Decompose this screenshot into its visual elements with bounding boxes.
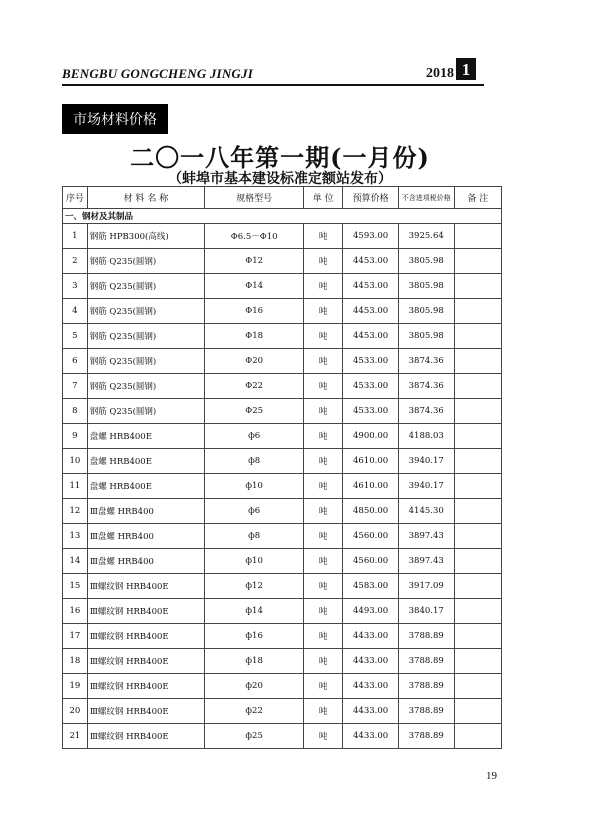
cell-excl-tax: 3805.98 [398, 249, 454, 274]
cell-unit: 吨 [304, 599, 343, 624]
category-row [63, 209, 502, 224]
cell-name: 钢筋 Q235(圆钢) [87, 274, 204, 299]
cell-no: 5 [63, 324, 88, 349]
table-row [63, 499, 502, 524]
table-row [63, 374, 502, 399]
table-header-row [63, 187, 502, 209]
cell-remark [454, 274, 501, 299]
cell-no: 18 [63, 649, 88, 674]
cell-remark [454, 349, 501, 374]
table-row [63, 724, 502, 749]
price-table [62, 186, 502, 749]
col-header-unit: 单 位 [304, 187, 343, 209]
cell-price: 4433.00 [343, 674, 399, 699]
cell-remark [454, 524, 501, 549]
cell-excl-tax: 3940.17 [398, 449, 454, 474]
cell-no: 10 [63, 449, 88, 474]
cell-no: 3 [63, 274, 88, 299]
cell-unit: 吨 [304, 349, 343, 374]
cell-name: Ⅲ螺纹钢 HRB400E [87, 599, 204, 624]
cell-price: 4433.00 [343, 649, 399, 674]
cell-excl-tax: 3840.17 [398, 599, 454, 624]
issue-year: 2018 [426, 66, 454, 81]
cell-excl-tax: 3805.98 [398, 299, 454, 324]
table-row [63, 399, 502, 424]
cell-remark [454, 399, 501, 424]
cell-price: 4900.00 [343, 424, 399, 449]
cell-spec: ф22 [205, 699, 304, 724]
cell-no: 16 [63, 599, 88, 624]
cell-price: 4453.00 [343, 274, 399, 299]
cell-remark [454, 499, 501, 524]
cell-price: 4453.00 [343, 324, 399, 349]
cell-remark [454, 449, 501, 474]
cell-no: 9 [63, 424, 88, 449]
cell-no: 13 [63, 524, 88, 549]
cell-no: 1 [63, 224, 88, 249]
running-header [62, 58, 484, 82]
cell-price: 4453.00 [343, 299, 399, 324]
table-row [63, 474, 502, 499]
cell-spec: ф8 [205, 524, 304, 549]
cell-excl-tax: 3925.64 [398, 224, 454, 249]
table-row [63, 249, 502, 274]
cell-spec: ф12 [205, 574, 304, 599]
table-row [63, 674, 502, 699]
cell-unit: 吨 [304, 399, 343, 424]
cell-name: Ⅲ螺纹钢 HRB400E [87, 649, 204, 674]
cell-excl-tax: 3788.89 [398, 649, 454, 674]
cell-price: 4850.00 [343, 499, 399, 524]
col-header-remark: 备 注 [454, 187, 501, 209]
cell-name: Ⅲ螺纹钢 HRB400E [87, 724, 204, 749]
cell-remark [454, 649, 501, 674]
cell-unit: 吨 [304, 324, 343, 349]
cell-no: 4 [63, 299, 88, 324]
cell-spec: Φ22 [205, 374, 304, 399]
issue-number-badge: 1 [456, 58, 476, 80]
cell-spec: Φ14 [205, 274, 304, 299]
cell-spec: Φ12 [205, 249, 304, 274]
cell-unit: 吨 [304, 549, 343, 574]
header-rule [62, 84, 484, 86]
section-label: 市场材料价格 [62, 104, 168, 134]
cell-remark [454, 599, 501, 624]
cell-name: Ⅲ螺纹钢 HRB400E [87, 699, 204, 724]
journal-name: BENGBU GONGCHENG JINGJI [62, 66, 253, 81]
cell-remark [454, 224, 501, 249]
cell-spec: ф25 [205, 724, 304, 749]
cell-spec: ф6 [205, 499, 304, 524]
cell-excl-tax: 4145.30 [398, 499, 454, 524]
cell-unit: 吨 [304, 374, 343, 399]
cell-spec: Φ18 [205, 324, 304, 349]
cell-spec: ф20 [205, 674, 304, 699]
cell-no: 14 [63, 549, 88, 574]
cell-excl-tax: 3874.36 [398, 374, 454, 399]
cell-excl-tax: 3805.98 [398, 324, 454, 349]
cell-price: 4560.00 [343, 549, 399, 574]
cell-remark [454, 699, 501, 724]
cell-name: 钢筋 Q235(圆钢) [87, 249, 204, 274]
cell-remark [454, 324, 501, 349]
cell-no: 19 [63, 674, 88, 699]
cell-name: Ⅲ盘螺 HRB400 [87, 549, 204, 574]
cell-unit: 吨 [304, 224, 343, 249]
cell-no: 7 [63, 374, 88, 399]
cell-remark [454, 474, 501, 499]
cell-excl-tax: 3874.36 [398, 349, 454, 374]
cell-remark [454, 249, 501, 274]
cell-unit: 吨 [304, 699, 343, 724]
cell-unit: 吨 [304, 724, 343, 749]
col-header-excl-tax: 不含进项税价格 [398, 187, 454, 209]
cell-unit: 吨 [304, 449, 343, 474]
cell-price: 4533.00 [343, 374, 399, 399]
cell-name: 盘螺 HRB400E [87, 449, 204, 474]
cell-unit: 吨 [304, 574, 343, 599]
cell-unit: 吨 [304, 299, 343, 324]
cell-price: 4560.00 [343, 524, 399, 549]
table-row [63, 699, 502, 724]
cell-name: 钢筋 Q235(圆钢) [87, 374, 204, 399]
table-row [63, 524, 502, 549]
cell-excl-tax: 3940.17 [398, 474, 454, 499]
cell-price: 4593.00 [343, 224, 399, 249]
cell-remark [454, 574, 501, 599]
cell-price: 4433.00 [343, 624, 399, 649]
cell-spec: ф16 [205, 624, 304, 649]
cell-excl-tax: 3897.43 [398, 549, 454, 574]
cell-unit: 吨 [304, 524, 343, 549]
cell-unit: 吨 [304, 249, 343, 274]
cell-no: 11 [63, 474, 88, 499]
table-row [63, 349, 502, 374]
cell-no: 2 [63, 249, 88, 274]
cell-price: 4610.00 [343, 449, 399, 474]
cell-price: 4533.00 [343, 349, 399, 374]
cell-spec: ф14 [205, 599, 304, 624]
col-header-name: 材 料 名 称 [87, 187, 204, 209]
cell-name: Ⅲ盘螺 HRB400 [87, 499, 204, 524]
cell-unit: 吨 [304, 624, 343, 649]
cell-price: 4533.00 [343, 399, 399, 424]
page-number: 19 [486, 770, 497, 782]
col-header-price: 预算价格 [343, 187, 399, 209]
cell-unit: 吨 [304, 474, 343, 499]
cell-price: 4493.00 [343, 599, 399, 624]
cell-remark [454, 424, 501, 449]
cell-excl-tax: 3788.89 [398, 624, 454, 649]
table-row [63, 449, 502, 474]
cell-no: 6 [63, 349, 88, 374]
cell-price: 4433.00 [343, 724, 399, 749]
col-header-no: 序号 [63, 187, 88, 209]
cell-name: 钢筋 Q235(圆钢) [87, 324, 204, 349]
cell-spec: Φ6.5－Φ10 [205, 224, 304, 249]
table-row [63, 324, 502, 349]
cell-no: 20 [63, 699, 88, 724]
category-label: 一、钢材及其制品 [63, 209, 502, 224]
cell-unit: 吨 [304, 424, 343, 449]
cell-no: 15 [63, 574, 88, 599]
cell-name: Ⅲ盘螺 HRB400 [87, 524, 204, 549]
col-header-spec: 规格型号 [205, 187, 304, 209]
cell-spec: ф18 [205, 649, 304, 674]
cell-unit: 吨 [304, 274, 343, 299]
cell-no: 21 [63, 724, 88, 749]
table-row [63, 599, 502, 624]
cell-excl-tax: 3874.36 [398, 399, 454, 424]
cell-excl-tax: 3917.09 [398, 574, 454, 599]
cell-name: 钢筋 Q235(圆钢) [87, 349, 204, 374]
table-row [63, 274, 502, 299]
cell-no: 17 [63, 624, 88, 649]
cell-no: 8 [63, 399, 88, 424]
cell-price: 4610.00 [343, 474, 399, 499]
cell-name: Ⅲ螺纹钢 HRB400E [87, 574, 204, 599]
cell-spec: ф6 [205, 424, 304, 449]
cell-spec: ф10 [205, 474, 304, 499]
cell-spec: ф10 [205, 549, 304, 574]
cell-name: 盘螺 HRB400E [87, 424, 204, 449]
cell-excl-tax: 3788.89 [398, 699, 454, 724]
cell-remark [454, 674, 501, 699]
cell-remark [454, 549, 501, 574]
cell-remark [454, 724, 501, 749]
cell-price: 4433.00 [343, 699, 399, 724]
table-row [63, 574, 502, 599]
table-row [63, 549, 502, 574]
cell-excl-tax: 3788.89 [398, 674, 454, 699]
cell-remark [454, 374, 501, 399]
cell-remark [454, 299, 501, 324]
cell-name: 盘螺 HRB400E [87, 474, 204, 499]
table-row [63, 649, 502, 674]
cell-excl-tax: 3897.43 [398, 524, 454, 549]
page-subtitle: （蚌埠市基本建设标准定额站发布） [168, 171, 392, 187]
cell-spec: Φ20 [205, 349, 304, 374]
cell-excl-tax: 4188.03 [398, 424, 454, 449]
table-row [63, 424, 502, 449]
cell-price: 4453.00 [343, 249, 399, 274]
cell-spec: Φ25 [205, 399, 304, 424]
cell-name: 钢筋 Q235(圆钢) [87, 399, 204, 424]
cell-name: Ⅲ螺纹钢 HRB400E [87, 624, 204, 649]
cell-name: 钢筋 HPB300(高线) [87, 224, 204, 249]
table-row [63, 624, 502, 649]
cell-unit: 吨 [304, 674, 343, 699]
cell-no: 12 [63, 499, 88, 524]
cell-spec: Φ16 [205, 299, 304, 324]
page-title: 二〇一八年第一期(一月份) [130, 143, 430, 172]
cell-unit: 吨 [304, 649, 343, 674]
cell-name: Ⅲ螺纹钢 HRB400E [87, 674, 204, 699]
cell-spec: ф8 [205, 449, 304, 474]
cell-name: 钢筋 Q235(圆钢) [87, 299, 204, 324]
cell-price: 4583.00 [343, 574, 399, 599]
cell-unit: 吨 [304, 499, 343, 524]
cell-excl-tax: 3788.89 [398, 724, 454, 749]
table-row [63, 299, 502, 324]
table-row [63, 224, 502, 249]
cell-remark [454, 624, 501, 649]
cell-excl-tax: 3805.98 [398, 274, 454, 299]
